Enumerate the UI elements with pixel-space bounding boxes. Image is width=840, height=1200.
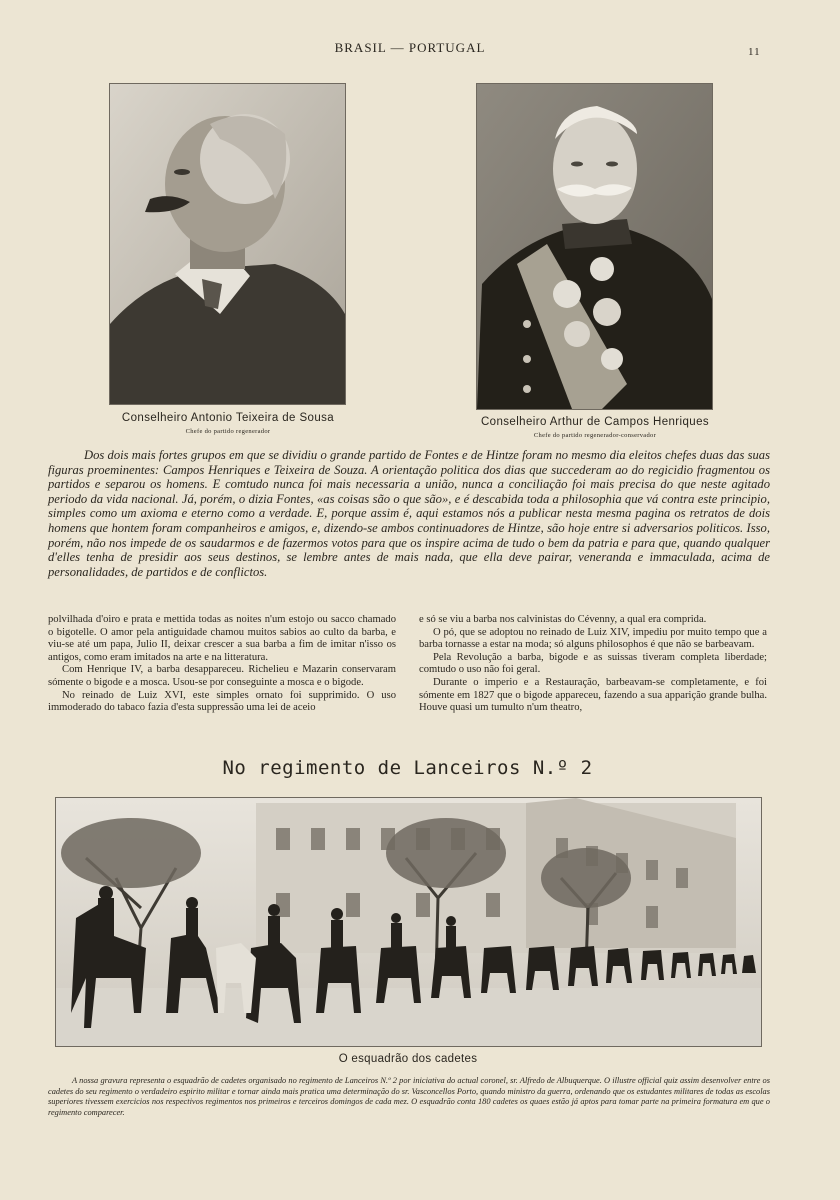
portrait-illustration-right (477, 84, 712, 409)
cavalry-squadron-photo (55, 797, 762, 1047)
article-paragraph: polvilhada d'oiro e prata e mettida todas as noites n'um estojo ou sacco chamado o bigotelle. O amor pela antiguidade chamou muitos sabios ao culto da barba, e viu-se até um papa, Julio II, deixar crescer a sua barba a fim de imitar n'isso os antigos, como eram imitados na arte e na litteratura. (48, 614, 396, 663)
page-number: 11 (748, 46, 761, 58)
article-paragraph: e só se viu a barba nos calvinistas do Cévenny, a qual era comprida. (419, 614, 707, 625)
photo-caption: O esquadrão dos cadetes (338, 1053, 478, 1065)
portrait-illustration-left (110, 84, 345, 404)
portrait-role-left: Chefe do partido regenerador (185, 428, 271, 435)
section-title: No regimento de Lanceiros N.º 2 (222, 757, 593, 779)
article-paragraph: No reinado de Luiz XVI, este simples ornato foi supprimido. O uso immoderado do tabaco fazia d'esta suppressão uma lei de aceio (48, 689, 396, 714)
portrait-teixeira-de-sousa (109, 83, 346, 405)
portrait-role-right: Chefe do partido regenerador-conservador (533, 432, 657, 439)
page-header-title: BRASIL — PORTUGAL (334, 40, 486, 55)
article-paragraph: O pó, que se adoptou no reinado de Luiz XIV, impediu por muito tempo que a barba tornasse a estar na moda; só alguns philosophos é que não se barbeavam. (419, 626, 767, 651)
article-paragraph: Pela Revolução a barba, bigode e as suissas tiveram completa liberdade; comtudo o uso não foi geral. (419, 651, 767, 676)
photo-description: A nossa gravura representa o esquadrão de cadetes organisado no regimento de Lanceiros N.º 2 por iniciativa do actual coronel, sr. Alfredo de Albuquerque. O illustre official quiz assim desenvolver entre os cadetes do seu regimento o verdadeiro espirito militar e tornar ainda mais pratica uma determinação do sr. Vasconcellos Porto, quando ministro da guerra, ordenando que os estudantes militares de todas as escolas superiores tivessem exercicios nos respectivos regimentos nos primeiros e terceiros domingos de cada mez. O esquadrão conta 180 cadetes os quaes estão já aptos para tomar parte na primeira formatura em que o regimento comparecer. (48, 1076, 770, 1117)
portrait-campos-henriques (476, 83, 713, 410)
article-column-right (419, 614, 767, 715)
intro-paragraph: Dos dois mais fortes grupos em que se dividiu o grande partido de Fontes e de Hintze foram no mesmo dia eleitos chefes duas das suas figuras proeminentes: Campos Henriques e Teixeira de Souza. A orientação politica dos dias que succederam ao do regicidio fragmentou os partidos e separou os homens. E comtudo nunca foi mais necessaria a união, nunca a conciliação foi mais precisa do que neste agitado periodo da vida nacional. Já, porém, o dizia Fontes, «as coisas são o que são», e é descabida toda a philosophia que vá contra este principio, simples como um axioma e eterno como a verdade. E, porque assim é, aqui estamos nós a publicar nesta mesma pagina os retratos de dois homens que hontem foram companheiros e amigos, e, dizendo-se ambos continuadores de Hintze, são hoje entre si adversarios politicos. Isso, porém, não nos impede de os saudarmos e de fazermos votos para que os inspire acima de tudo o bem da patria e para que, quando qualquer d'elles tenha de presidir aos seus destinos, se lembre antes de mais nada, que ella deve pairar, veneranda e immaculada, acima de personalidades, de partidos e de conflictos. (48, 448, 770, 579)
portrait-name-right: Conselheiro Arthur de Campos Henriques (480, 416, 710, 428)
article-column-left (48, 614, 396, 715)
cavalry-illustration (56, 798, 761, 1046)
portrait-name-left: Conselheiro Antonio Teixeira de Sousa (121, 412, 335, 424)
article-paragraph: Com Henrique IV, a barba desappareceu. Richelieu e Mazarin conservaram sómente o bigode e a mosca. Usou-se por conseguinte a mosca e o bigode. (48, 664, 396, 688)
article-paragraph: Durante o imperio e a Restauração, barbeavam-se completamente, e foi sómente em 1827 que o bigode appareceu, fazendo a sua apparição grande bulha. Houve quasi um tumulto n'um theatro, (419, 676, 767, 714)
